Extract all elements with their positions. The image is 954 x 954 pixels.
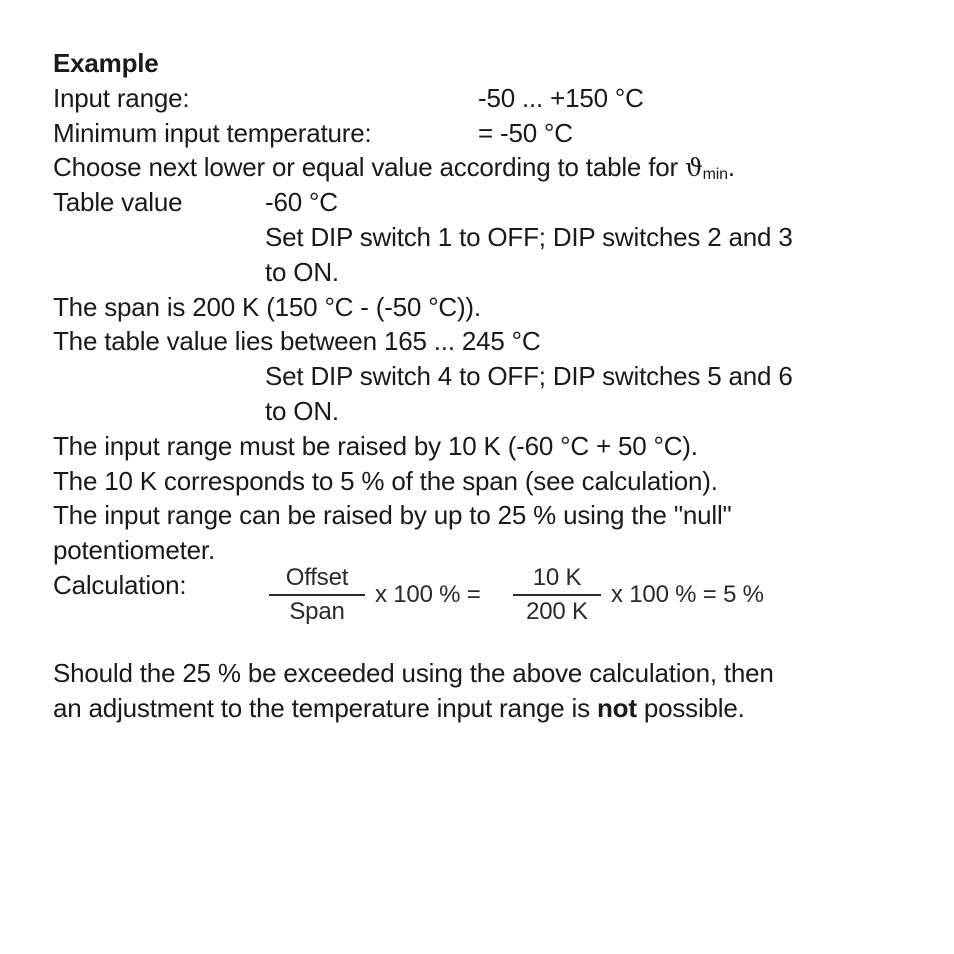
- min-temp-row: [53, 116, 913, 151]
- null-text-line1: The input range can be raised by up to 25 % using the "null": [53, 500, 732, 531]
- choose-instruction: [53, 150, 913, 185]
- table-value-value: -60 °C: [265, 187, 338, 218]
- choose-period: .: [727, 152, 735, 183]
- fraction-denominator-span: Span: [289, 597, 345, 625]
- fraction-10k-200k: [513, 562, 601, 628]
- span-text: The span is 200 K (150 °C - (-50 °C)).: [53, 291, 481, 322]
- dip-instruction-1-line1: Set DIP switch 1 to OFF; DIP switches 2 and 3: [265, 221, 793, 252]
- closing-line1: Should the 25 % be exceeded using the above calculation, then: [53, 657, 774, 688]
- table-between-text: The table value lies between 165 ... 245 °C: [53, 326, 541, 357]
- calculation-row: [53, 563, 913, 640]
- document-page: [53, 46, 913, 726]
- choose-text: Choose next lower or equal value according to table for: [53, 152, 685, 183]
- fraction-offset-span: [269, 562, 365, 628]
- multiply-operator-2: x 100 % = 5 %: [611, 580, 764, 608]
- fraction-numerator-10k: 10 K: [532, 563, 582, 591]
- dip-instruction-2-line1: Set DIP switch 4 to OFF; DIP switches 5 and 6: [265, 361, 793, 392]
- raised-text: The input range must be raised by 10 K (-60 °C + 50 °C).: [53, 430, 698, 461]
- dip-instruction-1-line2: to ON.: [265, 256, 339, 287]
- closing-line2: [53, 691, 913, 726]
- min-temp-value: = -50 °C: [478, 117, 573, 148]
- input-range-label: Input range:: [53, 82, 190, 113]
- min-temp-label: Minimum input temperature:: [53, 117, 372, 148]
- calculation-label: Calculation:: [53, 569, 187, 600]
- input-range-value: -50 ... +150 °C: [478, 82, 644, 113]
- fraction-numerator-offset: Offset: [285, 563, 349, 591]
- multiply-operator-1: x 100 % =: [375, 580, 481, 608]
- theta-symbol: ϑ: [684, 153, 703, 183]
- table-value-row: [53, 185, 913, 220]
- corresponds-text: The 10 K corresponds to 5 % of the span (see calculation).: [53, 465, 718, 496]
- closing-emphasis-not: not: [596, 692, 637, 723]
- input-range-row: [53, 81, 913, 116]
- table-value-label: Table value: [53, 187, 183, 218]
- fraction-denominator-200k: 200 K: [526, 597, 588, 625]
- null-text-line2: potentiometer.: [53, 535, 215, 566]
- theta-subscript: min: [702, 166, 728, 184]
- closing-line2-post: possible.: [636, 692, 745, 723]
- example-heading: Example: [53, 48, 159, 78]
- closing-line2-pre: an adjustment to the temperature input range is: [53, 692, 597, 723]
- dip-instruction-2-line2: to ON.: [265, 395, 339, 426]
